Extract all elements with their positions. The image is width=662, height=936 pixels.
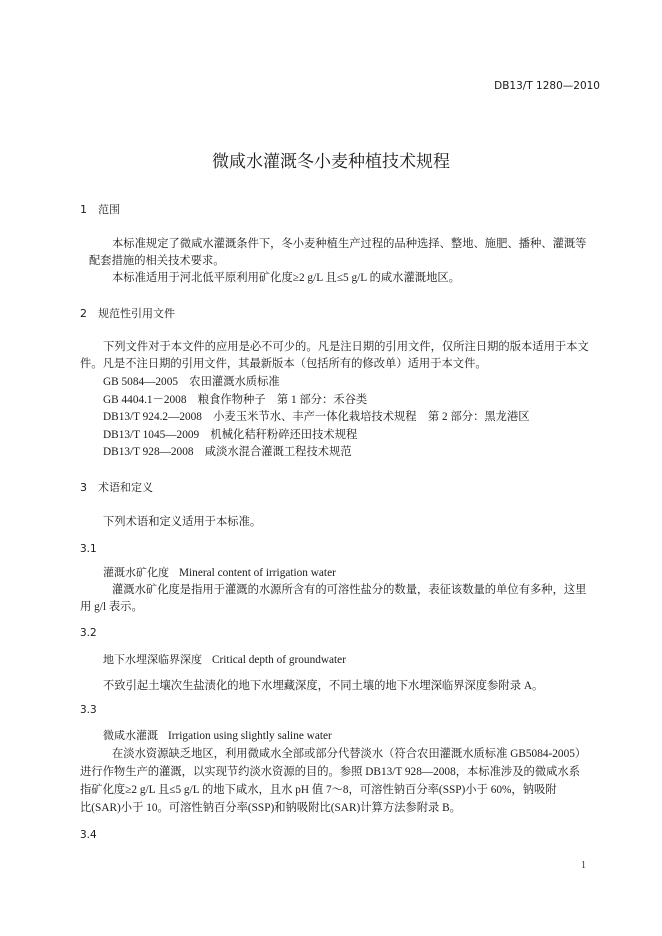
term-3-3-definition-line-2: 进行作物生产的灌溉，以实现节约淡水资源的目的。参照 DB13/T 928—2008，本标准涉及的微咸水系 [80, 766, 581, 778]
term-3-3-en: Irrigation using slightly saline water [168, 730, 332, 742]
section-3-intro: 下列术语和定义适用于本标准。 [103, 516, 262, 528]
page-number: 1 [581, 860, 586, 871]
term-3-3-definition-line-1: 在淡水资源缺乏地区，利用微咸水全部或部分代替淡水（符合农田灌溉水质标准 GB5084-2005） [112, 748, 587, 760]
page-title: 微咸水灌溉冬小麦种植技术规程 [212, 152, 450, 172]
reference-item: GB 5084—2005 农田灌溉水质标准 [103, 376, 280, 388]
term-3-1-cn: 灌溉水矿化度 [103, 566, 169, 579]
term-3-3-cn: 微咸水灌溉 [103, 729, 158, 742]
term-number-3-4: 3.4 [80, 829, 97, 841]
term-3-1-definition-line-2: 用 g/l 表示。 [80, 601, 143, 613]
section-1-paragraph-1-line-1: 本标准规定了微咸水灌溉条件下，冬小麦种植生产过程的品种选择、整地、施肥、播种、灌溉等 [112, 238, 587, 250]
term-3-3-definition-line-3: 指矿化度≥2 g/L 且≤5 g/L 的地下咸水，且水 pH 值 7～8，可溶性钠百分率(SSP)小于 60%，钠吸附 [80, 784, 557, 796]
document-code: DB13/T 1280—2010 [494, 80, 600, 92]
section-2-paragraph-line-2: 件。凡是不注日期的引用文件，其最新版本（包括所有的修改单）适用于本文件。 [80, 358, 487, 370]
term-3-1-en: Mineral content of irrigation water [179, 567, 336, 579]
section-2-paragraph-line-1: 下列文件对于本文件的应用是必不可少的。凡是注日期的引用文件，仅所注日期的版本适用于本文 [103, 341, 589, 353]
term-number-3-2: 3.2 [80, 627, 97, 639]
reference-item: DB13/T 928—2008 咸淡水混合灌溉工程技术规范 [103, 446, 352, 458]
term-3-2-definition: 不致引起土壤次生盐渍化的地下水埋藏深度，不同土壤的地下水埋深临界深度参附录 A。 [103, 680, 544, 692]
section-3-heading: 3 术语和定义 [80, 481, 153, 494]
reference-item: DB13/T 1045—2009 机械化秸秆粉碎还田技术规程 [103, 429, 358, 441]
term-3-1-definition-line-1: 灌溉水矿化度是指用于灌溉的水源所含有的可溶性盐分的数量，表征该数量的单位有多种，这里 [112, 584, 587, 596]
section-2-heading: 2 规范性引用文件 [80, 307, 175, 320]
reference-item: DB13/T 924.2—2008 小麦玉米节水、丰产一体化栽培技术规程 第 2 部分：黑龙港区 [103, 411, 530, 423]
term-number-3-3: 3.3 [80, 704, 97, 716]
term-3-3-title [103, 727, 332, 743]
section-1-paragraph-2: 本标准适用于河北低平原利用矿化度≥2 g/L 且≤5 g/L 的咸水灌溉地区。 [112, 272, 460, 284]
term-number-3-1: 3.1 [80, 543, 97, 555]
section-1-paragraph-1-line-2: 配套措施的相关技术要求。 [89, 255, 225, 267]
term-3-2-cn: 地下水埋深临界深度 [103, 653, 202, 666]
section-1-heading: 1 范围 [80, 203, 120, 216]
reference-item: GB 4404.1－2008 粮食作物种子 第 1 部分：禾谷类 [103, 394, 368, 406]
term-3-2-en: Critical depth of groundwater [212, 654, 346, 666]
term-3-1-title [103, 564, 336, 580]
term-3-3-definition-line-4: 比(SAR)小于 10。可溶性钠百分率(SSP)和钠吸附比(SAR)计算方法参附录 B。 [80, 802, 461, 814]
term-3-2-title [103, 651, 346, 667]
